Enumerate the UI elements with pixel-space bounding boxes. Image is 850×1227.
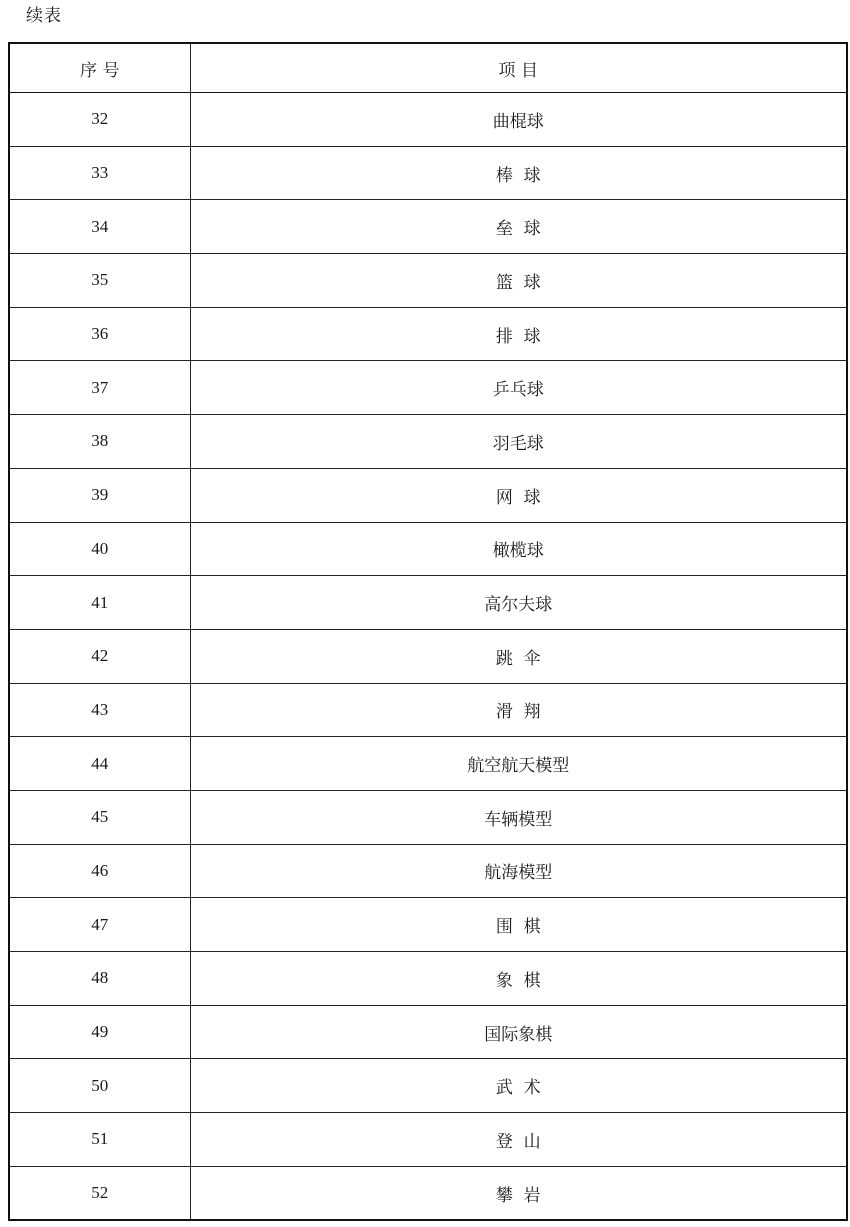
row-item: 网 球 [190,468,847,522]
row-number: 37 [9,361,190,415]
table-row [9,415,847,469]
row-number: 41 [9,576,190,630]
row-number: 52 [9,1166,190,1220]
table-row [9,790,847,844]
table-row [9,254,847,308]
row-number: 48 [9,952,190,1006]
row-item: 篮 球 [190,254,847,308]
row-item: 航海模型 [190,844,847,898]
table-row [9,737,847,791]
row-number: 38 [9,415,190,469]
row-number: 43 [9,683,190,737]
sports-table-container [8,42,846,1221]
table-row [9,898,847,952]
row-number: 51 [9,1113,190,1167]
row-item: 象 棋 [190,952,847,1006]
row-number: 40 [9,522,190,576]
row-number: 49 [9,1005,190,1059]
table-row [9,1005,847,1059]
row-number: 44 [9,737,190,791]
row-item: 登 山 [190,1113,847,1167]
table-row [9,361,847,415]
row-item: 国际象棋 [190,1005,847,1059]
sports-table [8,42,848,1221]
row-item: 高尔夫球 [190,576,847,630]
table-row [9,952,847,1006]
table-row [9,844,847,898]
table-body [9,93,847,1221]
table-header [9,43,847,93]
row-item: 曲棍球 [190,93,847,147]
row-number: 32 [9,93,190,147]
row-item: 武 术 [190,1059,847,1113]
row-number: 39 [9,468,190,522]
row-number: 50 [9,1059,190,1113]
row-item: 攀 岩 [190,1166,847,1220]
table-row [9,1113,847,1167]
row-number: 46 [9,844,190,898]
row-number: 45 [9,790,190,844]
table-row [9,576,847,630]
row-item: 羽毛球 [190,415,847,469]
row-item: 围 棋 [190,898,847,952]
row-item: 车辆模型 [190,790,847,844]
table-row [9,629,847,683]
row-item: 棒 球 [190,146,847,200]
row-number: 34 [9,200,190,254]
row-item: 航空航天模型 [190,737,847,791]
header-row [9,43,847,93]
row-item: 橄榄球 [190,522,847,576]
row-number: 33 [9,146,190,200]
row-number: 36 [9,307,190,361]
row-item: 排 球 [190,307,847,361]
table-row [9,146,847,200]
table-row [9,307,847,361]
row-item: 滑 翔 [190,683,847,737]
row-item: 乒乓球 [190,361,847,415]
row-number: 35 [9,254,190,308]
table-row [9,1166,847,1220]
table-row [9,468,847,522]
table-row [9,93,847,147]
table-caption: 续表 [26,6,62,26]
header-number: 序 号 [9,43,190,93]
table-row [9,1059,847,1113]
row-number: 42 [9,629,190,683]
row-item: 垒 球 [190,200,847,254]
table-row [9,200,847,254]
row-number: 47 [9,898,190,952]
header-item: 项 目 [190,43,847,93]
table-row [9,683,847,737]
table-row [9,522,847,576]
row-item: 跳 伞 [190,629,847,683]
